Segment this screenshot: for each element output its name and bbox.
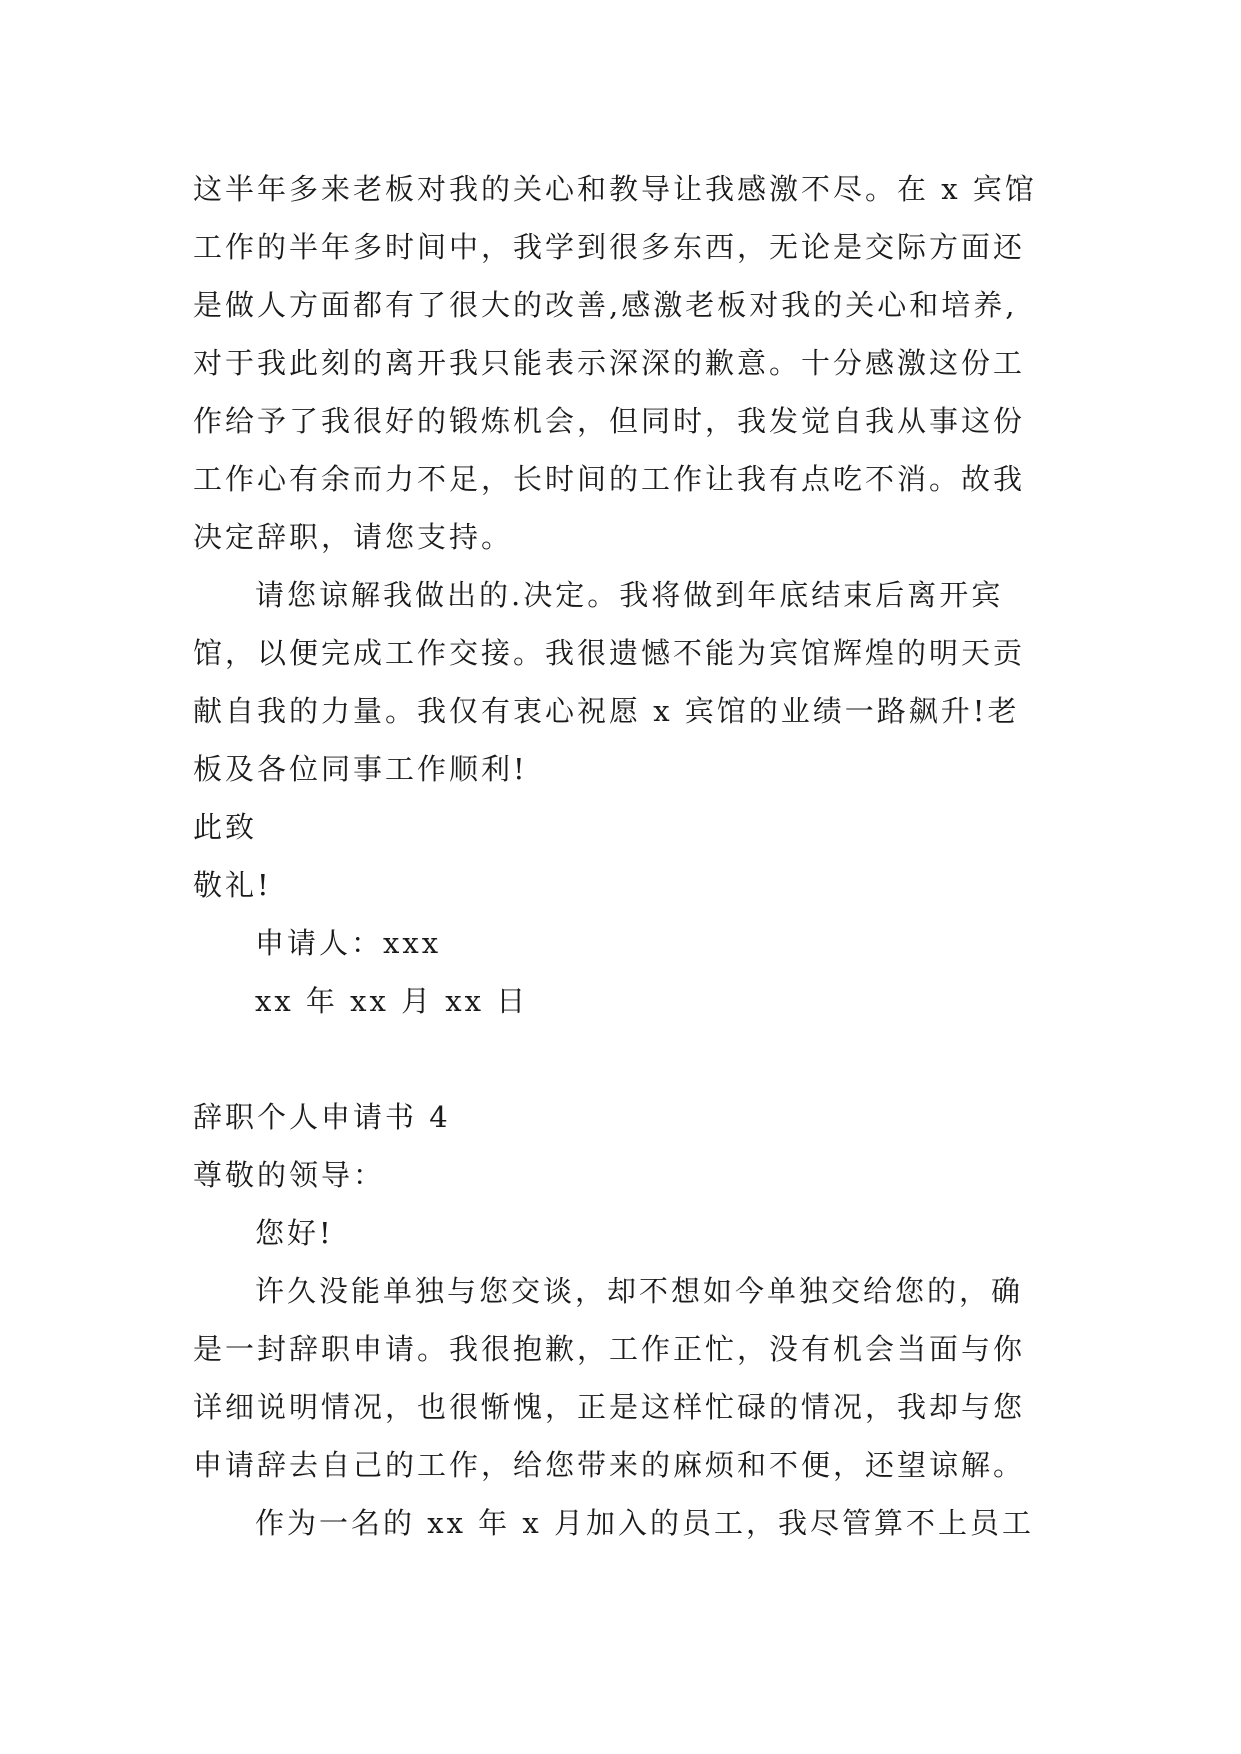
- section-heading: 辞职个人申请书 4: [193, 1100, 451, 1134]
- applicant-signature: 申请人：xxx: [255, 926, 442, 960]
- text-line: 板及各位同事工作顺利!: [193, 752, 528, 786]
- closing-line-1: 此致: [193, 810, 258, 844]
- greeting: 您好!: [255, 1216, 334, 1250]
- text-line: 请您谅解我做出的.决定。我将做到年底结束后离开宾: [255, 578, 1004, 612]
- letter3-paragraph-1: [193, 160, 1093, 566]
- text-line: 是做人方面都有了很大的改善,感激老板对我的关心和培养,: [193, 288, 1018, 322]
- section-spacer: [193, 1030, 1093, 1088]
- document-body: [193, 160, 1093, 1552]
- letter4-paragraph-2: 作为一名的 xx 年 x 月加入的员工，我尽管算不上员工: [255, 1506, 1034, 1540]
- text-line: 作给予了我很好的锻炼机会，但同时，我发觉自我从事这份: [193, 404, 1026, 438]
- closing-line-2: 敬礼!: [193, 868, 272, 902]
- text-line: 许久没能单独与您交谈，却不想如今单独交给您的，确: [255, 1274, 1024, 1308]
- text-line: 献自我的力量。我仅有衷心祝愿 x 宾馆的业绩一路飙升!老: [193, 694, 1020, 728]
- text-line: 申请辞去自己的工作，给您带来的麻烦和不便，还望谅解。: [193, 1448, 1026, 1482]
- text-line: 这半年多来老板对我的关心和教导让我感激不尽。在 x 宾馆: [193, 172, 1037, 206]
- text-line: 详细说明情况，也很惭愧，正是这样忙碌的情况，我却与您: [193, 1390, 1026, 1424]
- salutation: 尊敬的领导：: [193, 1158, 386, 1192]
- text-line: 对于我此刻的离开我只能表示深深的歉意。十分感激这份工: [193, 346, 1026, 380]
- letter4-paragraph-1: [193, 1262, 1093, 1494]
- date-line: xx 年 xx 月 xx 日: [255, 984, 529, 1018]
- text-line: 工作的半年多时间中，我学到很多东西，无论是交际方面还: [193, 230, 1026, 264]
- text-line: 是一封辞职申请。我很抱歉，工作正忙，没有机会当面与你: [193, 1332, 1026, 1366]
- letter3-paragraph-2: [193, 566, 1093, 798]
- text-line: 馆，以便完成工作交接。我很遗憾不能为宾馆辉煌的明天贡: [193, 636, 1026, 670]
- text-line: 工作心有余而力不足，长时间的工作让我有点吃不消。故我: [193, 462, 1026, 496]
- text-line: 决定辞职，请您支持。: [193, 520, 514, 554]
